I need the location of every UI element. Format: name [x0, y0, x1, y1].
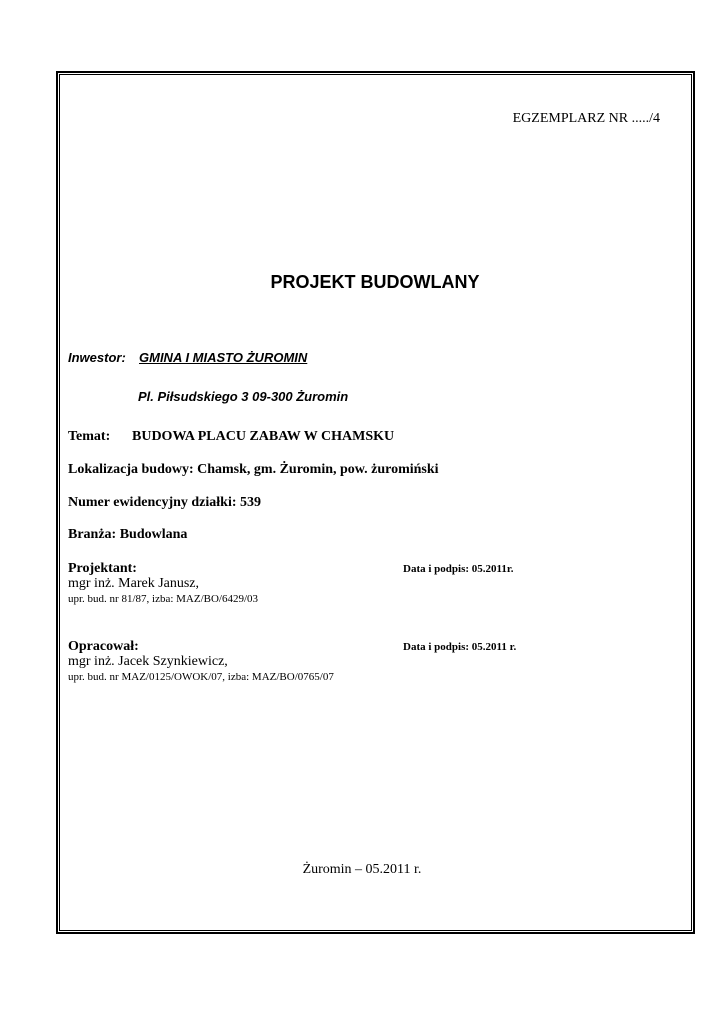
branch: Branża: Budowlana	[68, 527, 188, 542]
subject-label: Temat:	[68, 429, 111, 444]
investor-name: GMINA I MIASTO ŻUROMIN	[139, 350, 308, 365]
document-title: PROJEKT BUDOWLANY	[270, 272, 480, 292]
prepared-by-label: Opracował:	[68, 639, 139, 654]
prepared-by-license: upr. bud. nr MAZ/0125/OWOK/07, izba: MAZ/BO/0765/07	[68, 671, 334, 683]
copy-number: EGZEMPLARZ NR ...../4	[512, 111, 660, 126]
prepared-by-name: mgr inż. Jacek Szynkiewicz,	[68, 654, 228, 669]
designer-license: upr. bud. nr 81/87, izba: MAZ/BO/6429/03	[68, 593, 259, 605]
investor-label: Inwestor:	[68, 350, 126, 365]
construction-location: Lokalizacja budowy: Chamsk, gm. Żuromin, pow. żuromiński	[68, 462, 439, 477]
prepared-by-date-signature: Data i podpis: 05.2011 r.	[403, 641, 517, 653]
subject-value: BUDOWA PLACU ZABAW W CHAMSKU	[132, 429, 395, 444]
designer-date-signature: Data i podpis: 05.2011r.	[403, 563, 514, 575]
parcel-number: Numer ewidencyjny działki: 539	[68, 495, 262, 510]
designer-label: Projektant:	[68, 561, 137, 576]
designer-name: mgr inż. Marek Janusz,	[68, 576, 200, 591]
footer-place-date: Żuromin – 05.2011 r.	[302, 862, 422, 877]
investor-address: Pl. Piłsudskiego 3 09-300 Żuromin	[138, 389, 349, 404]
